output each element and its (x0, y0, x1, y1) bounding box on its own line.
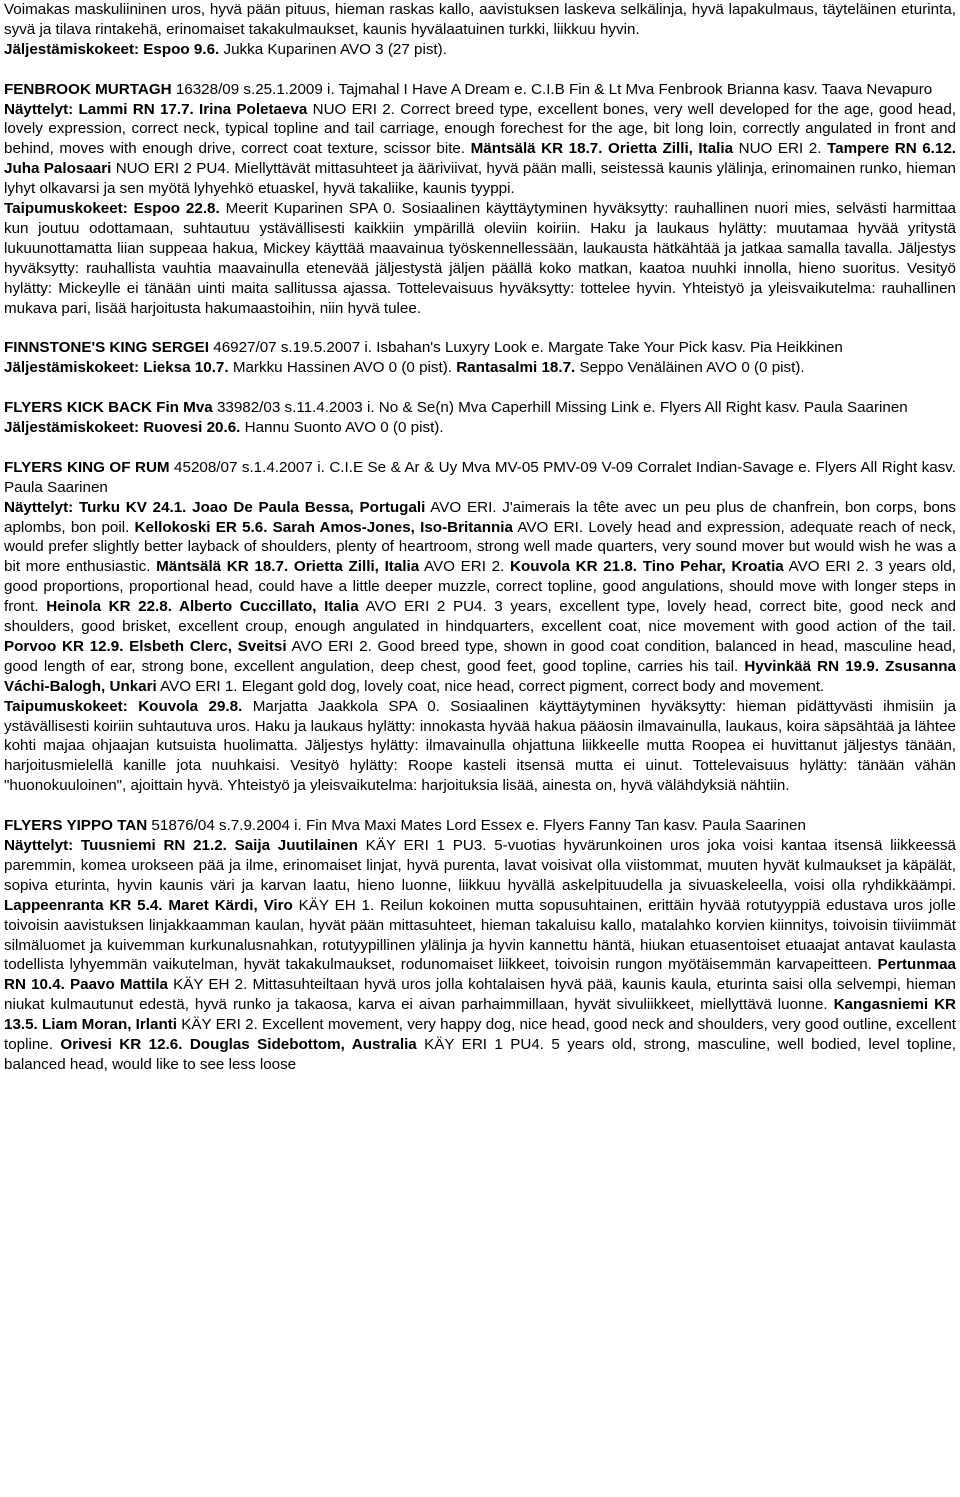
entry-paragraph (4, 836, 956, 1075)
bold-heading-text: Porvoo KR 12.9. Elsbeth Clerc, Sveitsi (4, 637, 287, 655)
body-text: KÄY ERI 2. Excellent movement, very happy dog, nice head, good neck and shoulders, very good outline, excellent topline. (4, 1016, 956, 1054)
bold-heading-text: Rantasalmi 18.7. (456, 359, 576, 377)
bold-heading-text: Heinola KR 22.8. Alberto Cuccillato, Italia (46, 598, 359, 616)
body-text: AVO ERI 2. (419, 558, 511, 576)
dog-entry (4, 398, 956, 438)
entry-paragraph (4, 100, 956, 200)
body-text: KÄY ERI 1 PU3. 5-vuotias hyvärunkoinen uros joka voisi kantaa itsensä liikkeessä paremmin, komea urokseen pää ja ilme, erinomaiset linjat, hyvä purenta, lavat voisivat olla viistommat, muuten hyvät kulmaukset ja käpälät, sopiva eturinta, hyvin kaunis väri ja karvan laatu, hieno luonne, liikkuu hyvällä askelpituudella ja sivuaskeleella, voisi olla ryhdikkäämpi. (4, 836, 956, 894)
bold-heading-text: FLYERS YIPPO TAN (4, 817, 148, 835)
bold-heading-text: FINNSTONE'S KING SERGEI (4, 339, 210, 357)
body-text: Marjatta Jaakkola SPA 0. Sosiaalinen käyttäytyminen hyväksytty: hieman pidättyvästi ihmisiin ja ystävällisesti koiriin suhtautuva uros. Haku ja laukaus hylätty: innokasta hyvää hakua pääosin ilmavainulla, laukaus, koira säpsähtää ja lähtee kohti majaa ohjaajan kutsuista huolimatta. Jäljestys hylätty: ilmavainulla ohjattuna liikkeelle mutta Roopea ei huvittanut jäljestys tänään, harjoitusmielellä kanille jota nuuhkaisi. Vesityö hylätty: Roope kasteli itsensä mutta ei uinut. Tottelevaisuus hylätty: tänään vähän "huonokuuloinen", ajoittain hyvä. Yhteistyö ja yleisvaikutelma: harjoituksia lisää, ainesta on, hyvä välähdyksiä nähtiin. (4, 697, 957, 795)
body-text: KÄY EH 1. Reilun kokoinen mutta sopusuhtainen, erittäin hyvää rotutyyppiä edustava uros jolle toivoisin aavistuksen linjakkaamman kaulan, hyvät pään mittasuhteet, hieman takaluisu kallo, matalahko korvien kiinnitys, toivoisin tiiviimmät silmäluomet ja kuivemman kurkunalusnahkan, rotutyypillinen ylälinja ja hyvin kannettu häntä, hiukan etuasentoiset etuaajat antavat kaulasta todellista lyhyemmän vaikutelman, hyvät takakulmaukset, rodunomaiset liikkeet, toivoisin rungon myötäisemmän karvapeitteen. (4, 896, 956, 974)
entry-paragraph (4, 418, 956, 438)
bold-heading-text: FENBROOK MURTAGH (4, 80, 172, 98)
entry-paragraph (4, 338, 956, 358)
bold-heading-text: Tampere RN 6.12. Juha Palosaari (4, 140, 956, 178)
body-text: AVO ERI 2. 3 years old, good proportions, proportional head, could have a little deeper muzzle, correct topline, good angulations, should move with longer steps in front. (4, 558, 957, 616)
bold-heading-text: Taipumuskokeet: Espoo 22.8. (4, 200, 220, 218)
bold-heading-text: Kouvola KR 21.8. Tino Pehar, Kroatia (510, 558, 784, 576)
bold-heading-text: Taipumuskokeet: Kouvola 29.8. (4, 697, 243, 715)
entry-paragraph (4, 498, 956, 697)
body-text: AVO ERI 1. Elegant gold dog, lovely coat, nice head, correct pigment, correct body and movement. (156, 677, 825, 695)
entry-paragraph (4, 40, 956, 60)
body-text: Seppo Venäläinen AVO 0 (0 pist). (575, 359, 805, 377)
body-text: AVO ERI 2 PU4. 3 years, excellent type, lovely head, correct bite, good neck and shoulders, good brisket, excellent croup, enough angulated in hindquarters, excellent coat, nice movement with good action of the tail. (4, 598, 956, 636)
body-text: Meerit Kuparinen SPA 0. Sosiaalinen käyttäytyminen hyväksytty: rauhallinen nuori mies, selvästi harmittaa kun joutuu odottamaan, suhtautuu ystävällisesti kaikkiin ympärillä oleviin koiriin. Haku ja laukaus hylätty: muutamaa hyvää yritystä lukuunottamatta liian suppeaa hakua, Mickey käyttää maavainua työskennellessään, laukausta hätkähtää ja jatkaa samalla tavalla. Jäljestys hyväksytty: rauhallista vauhtia maavainulla etenevää jäljestystä jäljen päällä koko matkan, kaatoa nuuhki innolla, hieno suoritus. Vesityö hylätty: Mickeylle ei tänään uinti maita sallitussa ajassa. Tottelevaisuus hyväksytty: tottelee hyvin. Yhteistyö ja yleisvaikutelma: rauhallinen mukava pari, lisää harjoitusta hakumaastoihin, niin hyvä tulee. (4, 200, 956, 317)
bold-heading-text: Näyttelyt: Lammi RN 17.7. Irina Poletaeva (4, 100, 308, 118)
body-text: AVO ERI. Lovely head and expression, adequate reach of neck, would prefer slightly better layback of shoulders, plenty of heartroom, strong well made quarters, very sound mover but would wish he was a bit more enthusiastic. (4, 518, 956, 576)
bold-heading-text: Lappeenranta KR 5.4. Maret Kärdi, Viro (4, 896, 293, 914)
dog-entry (4, 338, 956, 378)
body-text: Jukka Kuparinen AVO 3 (27 pist). (219, 40, 447, 58)
bold-heading-text: Jäljestämiskokeet: Lieksa 10.7. (4, 359, 229, 377)
body-text: Voimakas maskuliininen uros, hyvä pään pituus, hieman raskas kallo, aavistuksen laskeva selkälinja, hyvä lapakulmaus, täyteläinen eturinta, syvä ja tilava rintakehä, erinomaiset takakulmaukset, kaunis hyvälaatuinen turkki, liikkuu hyvin. (4, 1, 956, 38)
bold-heading-text: Kangasniemi KR 13.5. Liam Moran, Irlanti (4, 996, 957, 1034)
entry-paragraph (4, 80, 956, 100)
body-text: NUO ERI 2. Correct breed type, excellent bones, very well developed for the age, good head, lovely expression, correct neck, typical topline and tail carriage, enough forechest for the age, bit long loin, correctly angulated in front and behind, moves with enough drive, correct coat texture, scissor bite. (4, 100, 956, 158)
bold-heading-text: FLYERS KICK BACK Fin Mva (4, 399, 213, 417)
bold-heading-text: Jäljestämiskokeet: Espoo 9.6. (4, 40, 220, 58)
bold-heading-text: Jäljestämiskokeet: Ruovesi 20.6. (4, 418, 241, 436)
body-text: 46927/07 s.19.5.2007 i. Isbahan's Luxyry Look e. Margate Take Your Pick kasv. Pia Heikkinen (209, 339, 843, 357)
entry-paragraph (4, 398, 956, 418)
bold-heading-text: Orivesi KR 12.6. Douglas Sidebottom, Australia (60, 1036, 417, 1054)
entry-paragraph (4, 458, 956, 498)
bold-heading-text: Kellokoski ER 5.6. Sarah Amos-Jones, Iso-Britannia (134, 518, 513, 536)
bold-heading-text: Mäntsälä KR 18.7. Orietta Zilli, Italia (470, 140, 734, 158)
body-text: AVO ERI 2. Good breed type, shown in good coat condition, balanced in head, masculine head, good length of ear, strong bone, excellent angulation, deep chest, good feet, good topline, carries his tail. (4, 637, 957, 675)
dog-entry (4, 0, 956, 60)
body-text: 16328/09 s.25.1.2009 i. Tajmahal I Have A Dream e. C.I.B Fin & Lt Mva Fenbrook Brianna kasv. Taava Nevapuro (171, 80, 933, 98)
bold-heading-text: Mäntsälä KR 18.7. Orietta Zilli, Italia (156, 558, 420, 576)
body-text: NUO ERI 2. (733, 140, 827, 158)
bold-heading-text: Näyttelyt: Tuusniemi RN 21.2. Saija Juutilainen (4, 836, 358, 854)
body-text: Markku Hassinen AVO 0 (0 pist). (228, 359, 457, 377)
body-text: 45208/07 s.1.4.2007 i. C.I.E Se & Ar & Uy Mva MV-05 PMV-09 V-09 Corralet Indian-Savage e. Flyers All Right kasv. Paula Saarinen (4, 458, 956, 496)
bold-heading-text: Hyvinkää RN 19.9. Zsusanna Váchi-Balogh, Unkari (4, 657, 956, 695)
dog-entry (4, 80, 956, 319)
bold-heading-text: FLYERS KING OF RUM (4, 458, 170, 476)
dog-entry (4, 816, 956, 1075)
dog-entry (4, 458, 956, 796)
entry-paragraph (4, 0, 956, 40)
bold-heading-text: Näyttelyt: Turku KV 24.1. Joao De Paula Bessa, Portugali (4, 498, 426, 516)
body-text: AVO ERI. J'aimerais la tête avec un peu plus de chanfrein, bon corps, bons aplombs, bon poil. (4, 498, 956, 536)
entry-paragraph (4, 816, 956, 836)
body-text: KÄY ERI 1 PU4. 5 years old, strong, masculine, well bodied, level topline, balanced head, would like to see less loose (4, 1036, 956, 1073)
body-text: 33982/03 s.11.4.2003 i. No & Se(n) Mva Caperhill Missing Link e. Flyers All Right kasv. Paula Saarinen (212, 399, 908, 417)
body-text: Hannu Suonto AVO 0 (0 pist). (240, 418, 444, 436)
body-text: NUO ERI 2 PU4. Miellyttävät mittasuhteet ja ääriviivat, hyvä pään malli, seistessä kaunis ylälinja, erinomainen runko, hieman lyhyt olkavarsi ja sen myötä lyhyehkö etuaskel, hyvä takaliike, kaunis tyyppi. (4, 160, 956, 198)
body-text: 51876/04 s.7.9.2004 i. Fin Mva Maxi Mates Lord Essex e. Flyers Fanny Tan kasv. Paula Saarinen (147, 817, 806, 835)
entry-paragraph (4, 358, 956, 378)
entry-paragraph (4, 199, 956, 318)
body-text: KÄY EH 2. Mittasuhteiltaan hyvä uros jolla kohtalaisen hyvä pää, kaunis kaula, eturinta saisi olla selvempi, hieman niukat kulmautunut edestä, hyvä runko ja takaosa, karva ei aivan parhaimmillaan, hyvät sivuliikkeet, miellyttävä luonne. (4, 976, 956, 1014)
entry-paragraph (4, 697, 956, 797)
bold-heading-text: Pertunmaa RN 10.4. Paavo Mattila (4, 956, 956, 994)
